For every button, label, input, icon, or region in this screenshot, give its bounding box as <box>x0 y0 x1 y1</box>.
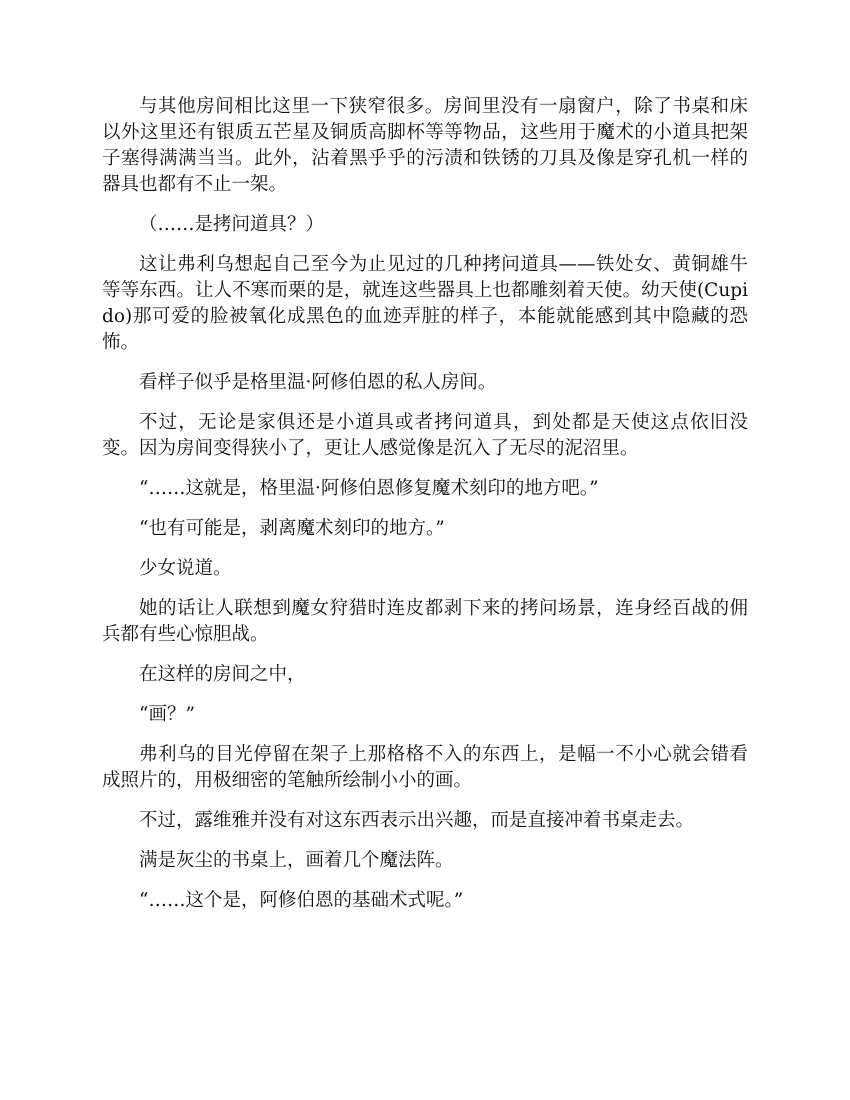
paragraph: 看样子似乎是格里温·阿修伯恩的私人房间。 <box>139 372 497 393</box>
paragraph: 这让弗利乌想起自己至今为止见过的几种拷问道具——铁处女、黄铜雄牛等等东西。让人不寒而栗的是，就连这些器具上也都雕刻着天使。幼天使(Cupido)那可爱的脸被氧化成黑色的血迹弄脏的样子，本能就能感到其中隐藏的恐怖。 <box>102 254 748 353</box>
paragraph: “画？” <box>139 704 195 725</box>
paragraph: “……这个是，阿修伯恩的基础术式呢。” <box>139 890 464 911</box>
paragraph: （……是拷问道具？） <box>139 214 325 235</box>
paragraph: 她的话让人联想到魔女狩猎时连皮都剥下来的拷问场景，连身经百战的佣兵都有些心惊胆战。 <box>102 598 748 645</box>
paragraph: “也有可能是，剥离魔术刻印的地方。” <box>139 518 445 539</box>
paragraph: 满是灰尘的书桌上，画着几个魔法阵。 <box>139 850 454 871</box>
paragraph: 在这样的房间之中， <box>139 664 306 685</box>
paragraph: “……这就是，格里温·阿修伯恩修复魔术刻印的地方吧。” <box>139 478 599 499</box>
paragraph: 少女说道。 <box>139 558 232 579</box>
paragraph: 不过，露维雅并没有对这东西表示出兴趣，而是直接冲着书桌走去。 <box>139 810 695 831</box>
document-page <box>102 94 748 928</box>
paragraph: 不过，无论是家俱还是小道具或者拷问道具，到处都是天使这点依旧没变。因为房间变得狭小了，更让人感觉像是沉入了无尽的泥沼里。 <box>102 412 748 459</box>
paragraph: 与其他房间相比这里一下狭窄很多。房间里没有一扇窗户，除了书桌和床以外这里还有银质五芒星及铜质高脚杯等等物品，这些用于魔术的小道具把架子塞得满满当当。此外，沾着黑乎乎的污渍和铁锈的刀具及像是穿孔机一样的器具也都有不止一架。 <box>102 96 748 195</box>
paragraph: 弗利乌的目光停留在架子上那格格不入的东西上，是幅一不小心就会错看成照片的，用极细密的笔触所绘制小小的画。 <box>102 744 748 791</box>
